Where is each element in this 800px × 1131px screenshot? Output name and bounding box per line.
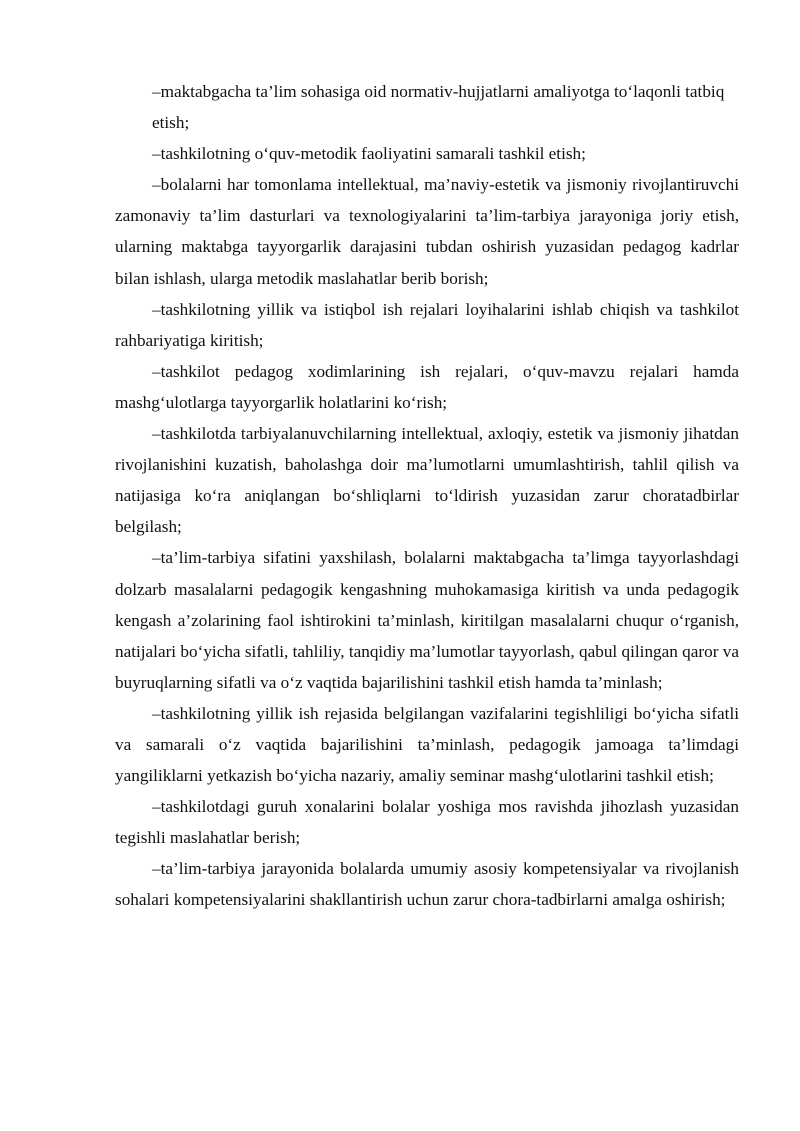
paragraph: –ta’lim-tarbiya jarayonida bolalarda umumiy asosiy kompetensiyalar va rivojlanish sohalari kompetensiyalarini shakllantirish uchun zarur chora-tadbirlarni amalga oshirish; <box>115 859 739 910</box>
paragraph: –tashkilotning yillik ish rejasida belgilangan vazifalarini tegishliligi bo‘yicha sifatli va samarali o‘z vaqtida bajarilishini ta’minlash, pedagogik jamoaga ta’limdagi yangiliklarni yetkazish bo‘yicha nazariy, amaliy seminar mashg‘ulotlarini tashkil etish; <box>115 703 739 786</box>
paragraph: –tashkilotning yillik va istiqbol ish rejalari loyihalarini ishlab chiqish va tashkilot rahbariyatiga kiritish; <box>115 299 739 350</box>
document-page <box>115 76 739 916</box>
paragraph: –tashkilot pedagog xodimlarining ish rejalari, o‘quv-mavzu rejalari hamda mashg‘ulotlarga tayyorgarlik holatlarini ko‘rish; <box>115 361 739 412</box>
paragraph: –tashkilotda tarbiyalanuvchilarning intellektual, axloqiy, estetik va jismoniy jihatdan rivojlanishini kuzatish, baholashga doir ma’lumotlarni umumlashtirish, tahlil qilish va natijasiga ko‘ra aniqlangan bo‘shliqlarni to‘ldirish yuzasidan zarur choratadbirlar belgilash; <box>115 424 739 537</box>
paragraph: –tashkilotning o‘quv-metodik faoliyatini samarali tashkil etish; <box>152 144 586 164</box>
paragraph: –tashkilotdagi guruh xonalarini bolalar yoshiga mos ravishda jihozlash yuzasidan tegishli maslahatlar berish; <box>115 797 739 848</box>
paragraph: –bolalarni har tomonlama intellektual, ma’naviy-estetik va jismoniy rivojlantiruvchi zamonaviy ta’lim dasturlari va texnologiyalarini ta’lim-tarbiya jarayoniga joriy etish, ularning maktabga tayyorgarlik darajasini tubdan oshirish yuzasidan pedagog kadrlar bilan ishlash, ularga metodik maslahatlar berib borish; <box>115 175 739 288</box>
paragraph: –ta’lim-tarbiya sifatini yaxshilash, bolalarni maktabgacha ta’limga tayyorlashdagi dolzarb masalalarni pedagogik kengashning muhokamasiga kiritish va unda pedagogik kengash a’zolarining faol ishtirokini ta’minlash, kiritilgan masalalarni chuqur o‘rganish, natijalari bo‘yicha sifatli, tahliliy, tanqidiy ma’lumotlar tayyorlash, qabul qilingan qaror va buyruqlarning sifatli va o‘z vaqtida bajarilishini tashkil etish hamda ta’minlash; <box>115 548 739 692</box>
paragraph: –maktabgacha ta’lim sohasiga oid normativ-hujjatlarni amaliyotga to‘laqonli tatbiq etish; <box>152 82 725 133</box>
